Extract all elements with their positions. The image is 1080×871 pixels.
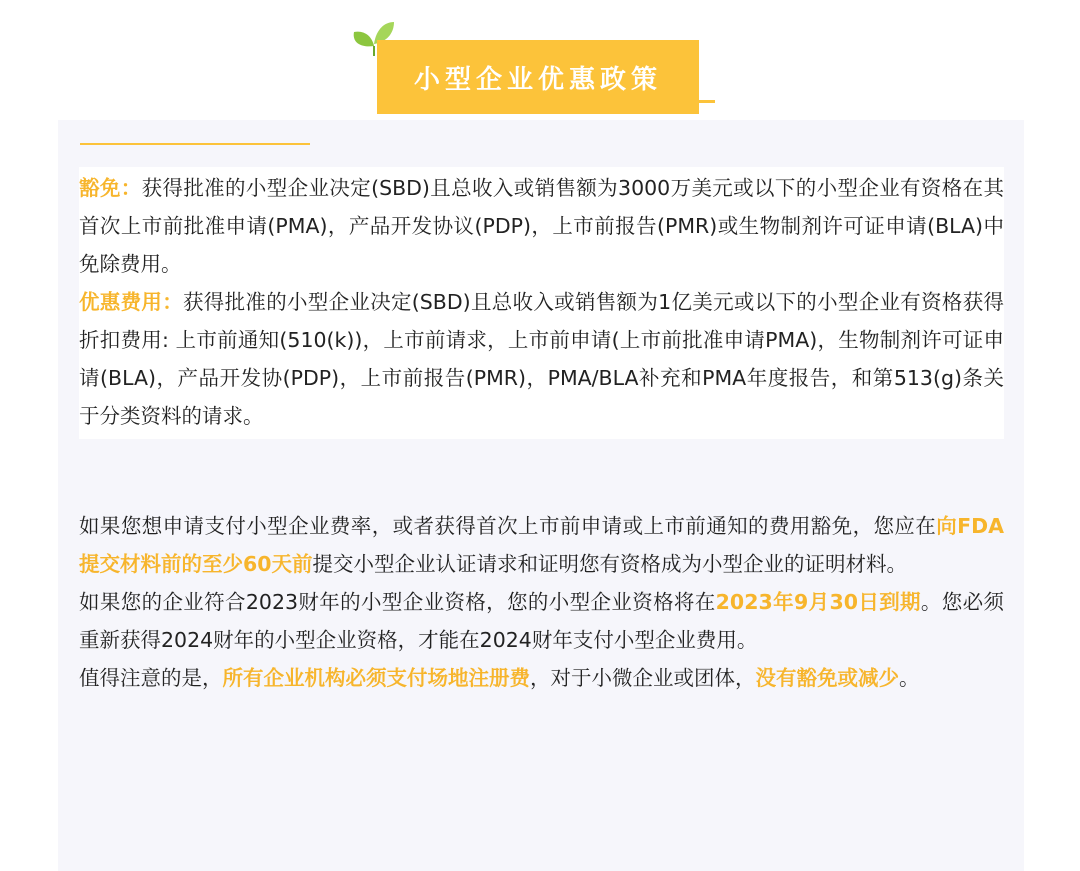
section-header <box>350 18 720 108</box>
text-run: 。您必须重新获得2024财年的小型企业资格，才能在2024财年支付小型企业费用。 <box>79 590 1005 652</box>
text-run: 如果您的企业符合2023财年的小型企业资格，您的小型企业资格将在 <box>79 590 716 614</box>
expiry-highlight: 2023年9月30日到期 <box>715 590 921 614</box>
exemption-paragraph <box>79 169 1004 283</box>
policy-notes <box>79 507 1004 697</box>
discount-paragraph <box>79 283 1004 435</box>
text-run: 如果您想申请支付小型企业费率，或者获得首次上市前申请或上市前通知的费用豁免，您应在 <box>79 514 937 538</box>
discount-label: 优惠费用： <box>79 290 183 314</box>
expiry-paragraph <box>79 583 1004 659</box>
text-run: 。 <box>899 666 920 690</box>
title-underline <box>595 100 715 103</box>
registration-fee-highlight: 所有企业机构必须支付场地注册费 <box>222 666 530 690</box>
exemption-text: 获得批准的小型企业决定(SBD)且总收入或销售额为3000万美元或以下的小型企业有资格在其首次上市前批准申请(PMA)，产品开发协议(PDP)，上市前报告(PMR)或生物制剂许可证申请(BLA)中免除费用。 <box>79 176 1005 276</box>
policy-definitions <box>79 167 1004 439</box>
section-title: 小型企业优惠政策 <box>377 40 699 114</box>
accent-divider <box>80 143 310 145</box>
text-run: 值得注意的是， <box>79 666 223 690</box>
exemption-label: 豁免： <box>79 176 142 200</box>
text-run: ，对于小微企业或团体， <box>530 666 756 690</box>
no-waiver-highlight: 没有豁免或减少 <box>755 666 899 690</box>
text-run: 提交小型企业认证请求和证明您有资格成为小型企业的证明材料。 <box>312 552 908 576</box>
deadline-highlight: 向FDA提交材料前的至少60天前 <box>79 514 1004 576</box>
discount-text: 获得批准的小型企业决定(SBD)且总收入或销售额为1亿美元或以下的小型企业有资格获得折扣费用: 上市前通知(510(k))，上市前请求，上市前申请(上市前批准申请PMA)，生物制剂许可证申请(BLA)，产品开发协(PDP)，上市前报告(PMR)，PMA/BLA补充和PMA年度报告，和第513(g)条关于分类资料的请求。 <box>79 290 1004 428</box>
note-paragraph <box>79 659 1004 697</box>
application-paragraph <box>79 507 1004 583</box>
